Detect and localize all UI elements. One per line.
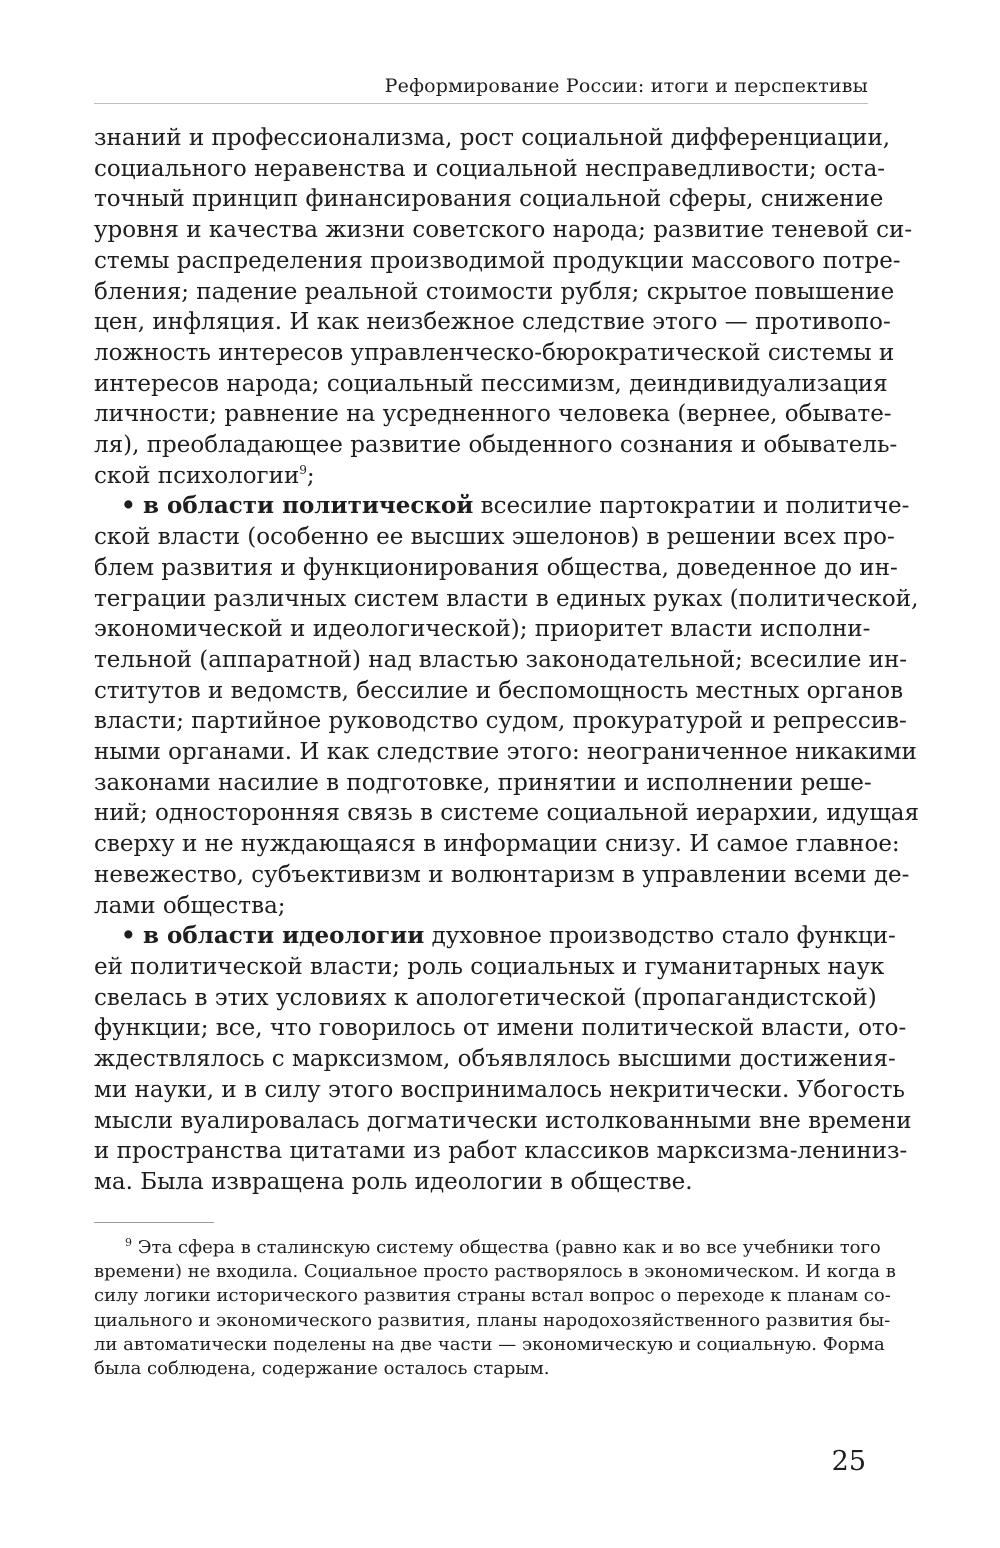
footnote-line: циального и экономического развития, планы народохозяйственного развития бы-	[94, 1309, 891, 1331]
text-line: стемы распределения производимой продукции массового потре-	[94, 247, 901, 274]
text-line: ма. Была извращена роль идеологии в обществе.	[94, 1168, 693, 1195]
politics-heading: в области политической	[143, 492, 474, 520]
text-line: невежество, субъективизм и волюнтаризм в управлении всеми де-	[94, 861, 910, 888]
footnote-line: была соблюдена, содержание осталось старым.	[94, 1358, 550, 1380]
footnote-reference[interactable]: 9	[299, 462, 307, 477]
bullet: •	[121, 492, 136, 520]
politics-item-first-line	[94, 491, 910, 522]
text-fragment: всесилие партократии и политиче-	[473, 493, 910, 520]
footnote-first-line	[94, 1236, 881, 1260]
running-head: Реформирование России: итоги и перспективы	[384, 75, 868, 97]
text-line: свелась в этих условиях к апологетической (пропагандистской)	[94, 984, 877, 1011]
text-line: тельной (аппаратной) над властью законодательной; всесилие ин-	[94, 646, 908, 673]
text-fragment: Эта сфера в сталинскую систему общества (равно как и во все учебники того	[132, 1237, 881, 1258]
text-line: социального неравенства и социальной несправедливости; оста-	[94, 155, 886, 182]
footnote-line: силу логики исторического развития страны встал вопрос о переходе к планам со-	[94, 1285, 891, 1307]
text-line: цен, инфляция. И как неизбежное следствие этого — противопо-	[94, 309, 891, 336]
text-line: ложность интересов управленческо-бюрократической системы и	[94, 339, 895, 366]
text-line: экономической и идеологической); приоритет власти исполни-	[94, 616, 871, 643]
header-rule	[94, 103, 868, 104]
footnote	[94, 1236, 896, 1381]
text-line: личности; равнение на усредненного человека (вернее, обывате-	[94, 401, 892, 428]
text-line: мысли вуалировалась догматически истолкованными вне времени	[94, 1107, 912, 1134]
text-line: ститутов и ведомств, бессилие и беспомощность местных органов	[94, 677, 904, 704]
text-line: ми науки, и в силу этого воспринималось некритически. Убогость	[94, 1076, 905, 1103]
footnote-separator	[94, 1222, 214, 1223]
text-line: ской власти (особенно ее высших эшелонов) в решении всех про-	[94, 524, 895, 551]
main-text	[94, 123, 919, 1198]
text-line	[94, 461, 868, 492]
text-line: точный принцип финансирования социальной сферы, снижение	[94, 186, 884, 213]
ideology-item-first-line	[94, 921, 896, 952]
text-fragment: ской психологии	[94, 462, 300, 489]
text-line: лами общества;	[94, 892, 286, 919]
text-line: ля), преобладающее развитие обыденного сознания и обыватель-	[94, 432, 898, 459]
text-line: теграции различных систем власти в единых руках (политической,	[94, 585, 919, 612]
page-number: 25	[831, 1446, 866, 1477]
text-line: функции; все, что говорилось от имени политической власти, ото-	[94, 1015, 907, 1042]
text-fragment: ;	[306, 462, 315, 489]
text-line: ждествлялось с марксизмом, объявлялось высшими достижения-	[94, 1046, 896, 1073]
text-line: блем развития и функционирования общества, доведенное до ин-	[94, 554, 898, 581]
text-line: ей политической власти; роль социальных и гуманитарных наук	[94, 953, 885, 980]
text-line: ными органами. И как следствие этого: неограниченное никакими	[94, 739, 917, 766]
text-line: ний; односторонняя связь в системе социальной иерархии, идущая	[94, 800, 919, 827]
text-line: интересов народа; социальный пессимизм, деиндивидуализация	[94, 370, 888, 397]
bullet: •	[121, 922, 136, 950]
ideology-heading: в области идеологии	[143, 922, 425, 950]
text-line: и пространства цитатами из работ классиков марксизма-лениниз-	[94, 1138, 908, 1165]
footnote-line: ли автоматически поделены на две части — экономическую и социальную. Форма	[94, 1333, 885, 1355]
footnote-marker: 9	[125, 1236, 132, 1249]
text-fragment: духовное производство стало функци-	[424, 923, 896, 950]
text-line: власти; партийное руководство судом, прокуратурой и репрессив-	[94, 708, 907, 735]
footnote-line: времени) не входила. Социальное просто растворялось в экономическом. И когда в	[94, 1261, 896, 1283]
text-line: сверху и не нуждающаяся в информации снизу. И самое главное:	[94, 831, 900, 858]
text-line: законами насилие в подготовке, принятии и исполнении реше-	[94, 769, 872, 796]
text-line: уровня и качества жизни советского народа; развитие теневой си-	[94, 217, 913, 244]
text-line: знаний и профессионализма, рост социальной дифференциации,	[94, 125, 891, 151]
text-line: бления; падение реальной стоимости рубля; скрытое повышение	[94, 278, 895, 305]
